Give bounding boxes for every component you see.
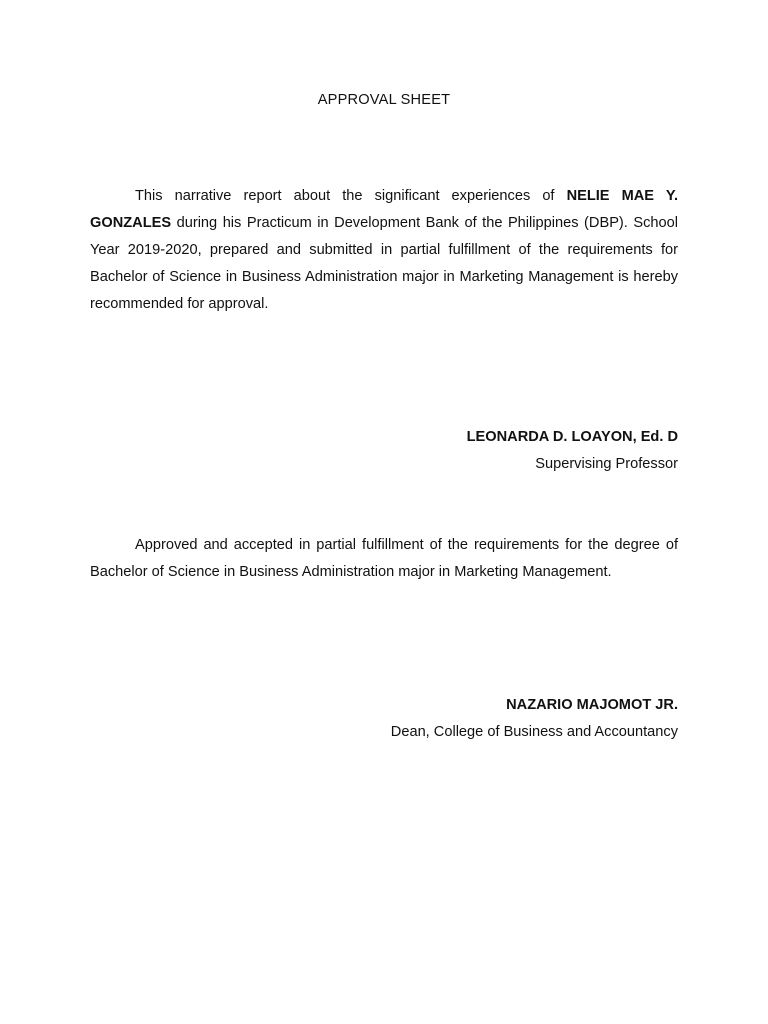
paragraph-lead-text: This narrative report about the significant experiences of: [135, 188, 567, 204]
page-title: APPROVAL SHEET: [317, 92, 451, 108]
student-name: NELIE MAE Y. GONZALES: [90, 188, 679, 231]
dean-name: NAZARIO MAJOMOT JR.: [506, 697, 678, 713]
dean-role: Dean, College of Business and Accountancy: [390, 724, 678, 740]
approval-paragraph: [90, 532, 678, 586]
recommendation-paragraph: [90, 183, 678, 318]
paragraph-body-text: during his Practicum in Development Bank of the Philippines (DBP). School Year 2019-2020, prepared and submitted in partial fulfillment of the requirements for Bachelor of Science in Business Administration major in Marketing Management is hereby recommended for approval.: [90, 215, 678, 312]
supervisor-role: Supervising Professor: [535, 456, 678, 472]
approval-text: Approved and accepted in partial fulfillment of the requirements for the degree of Bachelor of Science in Business Administration major in Marketing Management.: [90, 537, 678, 580]
supervisor-name: LEONARDA D. LOAYON, Ed. D: [466, 429, 678, 445]
